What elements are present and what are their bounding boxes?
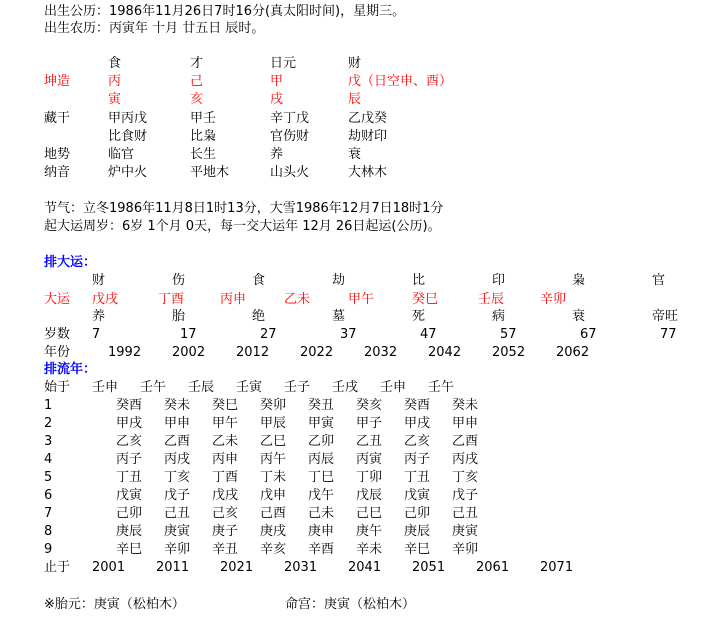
liunian-cell: 丙子: [404, 452, 431, 467]
liunian-start-2: 壬午: [140, 380, 167, 395]
liunian-cell: 庚子: [212, 524, 239, 539]
liunian-cell: 甲申: [164, 416, 191, 431]
dayun-god-3: 食: [252, 273, 266, 288]
liunian-cell: 己未: [308, 506, 335, 521]
minggong: 命宫：庚寅（松柏木）: [285, 597, 416, 612]
liunian-cell: 庚午: [356, 524, 383, 539]
dayun-god-1: 财: [92, 273, 106, 288]
liunian-cell: 丁巳: [308, 470, 335, 485]
liunian-cell: 庚申: [308, 524, 335, 539]
hidden-month: 甲壬: [190, 111, 217, 126]
liunian-cell: 辛卯: [452, 542, 479, 557]
dayun-stage-3: 绝: [252, 309, 266, 324]
liunian-cell: 丙寅: [356, 452, 383, 467]
dayun-age-3: 27: [260, 327, 277, 342]
dayun-pillar-5: 甲午: [348, 292, 375, 307]
hidden-hour: 乙戊癸: [348, 111, 388, 126]
liunian-start-5: 壬子: [284, 380, 311, 395]
liunian-cell: 癸丑: [308, 398, 335, 413]
liunian-cell: 辛巳: [116, 542, 143, 557]
dayun-year-3: 2012: [236, 345, 270, 360]
liunian-cell: 甲子: [356, 416, 383, 431]
liunian-cell: 丙午: [260, 452, 287, 467]
liunian-end-8: 2071: [540, 560, 574, 575]
dayun-pillar-4: 乙未: [284, 292, 311, 307]
dayun-age-7: 67: [580, 327, 597, 342]
qiyun-line: 起大运周岁：6岁 1个月 0天，每一交大运年 12月 26日起运(公历)。: [44, 219, 441, 234]
liunian-cell: 乙卯: [308, 434, 335, 449]
start-label: 始于: [44, 380, 71, 395]
liunian-cell: 癸未: [164, 398, 191, 413]
dayun-god-7: 枭: [572, 273, 586, 288]
nayin-hour: 大林木: [348, 165, 388, 180]
dayun-year-5: 2032: [364, 345, 398, 360]
terrain-label: 地势: [44, 147, 71, 162]
dayun-pillar-6: 癸巳: [412, 292, 439, 307]
dayun-pillar-1: 戊戌: [92, 292, 119, 307]
liunian-cell: 癸卯: [260, 398, 287, 413]
dayun-age-5: 47: [420, 327, 437, 342]
ages-label: 岁数: [44, 327, 71, 342]
liunian-cell: 丙辰: [308, 452, 335, 467]
liunian-cell: 戊子: [452, 488, 479, 503]
liunian-start-7: 壬申: [380, 380, 407, 395]
liunian-cell: 己丑: [452, 506, 479, 521]
dayun-pillar-2: 丁酉: [158, 292, 185, 307]
dayun-stage-1: 养: [92, 309, 106, 324]
liunian-cell: 丙申: [212, 452, 239, 467]
liunian-cell: 丁丑: [116, 470, 143, 485]
liunian-title: 排流年：: [44, 362, 97, 377]
liunian-cell: 戊寅: [116, 488, 143, 503]
liunian-cell: 庚寅: [452, 524, 479, 539]
jieqi-line: 节气：立冬1986年11月8日1时13分，大雪1986年12月7日18时1分: [44, 201, 444, 216]
nayin-day: 山头火: [270, 165, 310, 180]
dayun-pillar-3: 丙申: [220, 292, 247, 307]
years-label: 年份: [44, 345, 71, 360]
liunian-cell: 丙子: [116, 452, 143, 467]
dayun-pillar-8: 辛卯: [540, 292, 567, 307]
liunian-end-6: 2051: [412, 560, 446, 575]
dayun-stage-5: 死: [412, 309, 426, 324]
god-hour: 财: [348, 56, 362, 71]
liunian-cell: 己丑: [164, 506, 191, 521]
liunian-cell: 辛亥: [260, 542, 287, 557]
liunian-cell: 癸亥: [356, 398, 383, 413]
liunian-cell: 乙未: [212, 434, 239, 449]
liunian-cell: 丙戌: [452, 452, 479, 467]
dayun-god-8: 官: [652, 273, 666, 288]
dayun-god-6: 印: [492, 273, 506, 288]
liunian-cell: 乙巳: [260, 434, 287, 449]
taiyuan: ※胎元：庚寅（松柏木）: [44, 597, 185, 612]
branch-day: 戌: [270, 92, 284, 107]
liunian-row-index: 9: [44, 542, 53, 557]
dayun-year-7: 2052: [492, 345, 526, 360]
liunian-row-index: 8: [44, 524, 53, 539]
dayun-stage-7: 衰: [572, 309, 586, 324]
liunian-cell: 庚辰: [404, 524, 431, 539]
liunian-cell: 己卯: [404, 506, 431, 521]
liunian-cell: 辛巳: [404, 542, 431, 557]
stems-label: 坤造: [44, 74, 71, 89]
liunian-end-2: 2011: [156, 560, 190, 575]
liunian-cell: 甲辰: [260, 416, 287, 431]
terrain-month: 长生: [190, 147, 217, 162]
liunian-cell: 癸巳: [212, 398, 239, 413]
end-label: 止于: [44, 560, 71, 575]
dayun-age-2: 17: [180, 327, 197, 342]
dayun-year-6: 2042: [428, 345, 462, 360]
liunian-cell: 辛丑: [212, 542, 239, 557]
dayun-age-1: 7: [92, 327, 101, 342]
liunian-row-index: 3: [44, 434, 53, 449]
liunian-cell: 戊戌: [212, 488, 239, 503]
liunian-cell: 丁亥: [452, 470, 479, 485]
hidden-god-year: 比食财: [108, 129, 148, 144]
god-day: 日元: [270, 56, 297, 71]
hidden-god-month: 比枭: [190, 129, 217, 144]
hidden-day: 辛丁戊: [270, 111, 310, 126]
liunian-cell: 戊寅: [404, 488, 431, 503]
liunian-cell: 癸未: [452, 398, 479, 413]
liunian-end-1: 2001: [92, 560, 126, 575]
liunian-start-6: 壬戌: [332, 380, 359, 395]
liunian-end-5: 2041: [348, 560, 382, 575]
liunian-cell: 辛未: [356, 542, 383, 557]
dayun-year-4: 2022: [300, 345, 334, 360]
dayun-year-1: 1992: [108, 345, 142, 360]
dayun-stage-6: 病: [492, 309, 506, 324]
liunian-row-index: 1: [44, 398, 53, 413]
liunian-cell: 戊午: [308, 488, 335, 503]
liunian-row-index: 6: [44, 488, 53, 503]
liunian-cell: 丁酉: [212, 470, 239, 485]
branch-month: 亥: [190, 92, 204, 107]
liunian-cell: 戊子: [164, 488, 191, 503]
dayun-stage-2: 胎: [172, 309, 186, 324]
hidden-label: 藏干: [44, 111, 71, 126]
liunian-end-3: 2021: [220, 560, 254, 575]
liunian-cell: 癸酉: [404, 398, 431, 413]
liunian-cell: 己酉: [260, 506, 287, 521]
liunian-cell: 辛卯: [164, 542, 191, 557]
liunian-cell: 甲申: [452, 416, 479, 431]
dayun-year-8: 2062: [556, 345, 590, 360]
liunian-cell: 庚戌: [260, 524, 287, 539]
terrain-year: 临官: [108, 147, 135, 162]
dayun-age-4: 37: [340, 327, 357, 342]
terrain-day: 养: [270, 147, 284, 162]
dayun-stage-4: 墓: [332, 309, 346, 324]
dayun-year-2: 2002: [172, 345, 206, 360]
dayun-title: 排大运：: [44, 255, 97, 270]
liunian-cell: 戊辰: [356, 488, 383, 503]
liunian-cell: 庚辰: [116, 524, 143, 539]
dayun-god-4: 劫: [332, 273, 346, 288]
birth-solar-date: 出生公历：1986年11月26日7时16分(真太阳时间)，星期三。: [44, 4, 406, 19]
liunian-row-index: 5: [44, 470, 53, 485]
liunian-row-index: 7: [44, 506, 53, 521]
liunian-cell: 庚寅: [164, 524, 191, 539]
birth-lunar-date: 出生农历：丙寅年 十月 廿五日 辰时。: [44, 21, 265, 36]
liunian-cell: 乙酉: [452, 434, 479, 449]
liunian-cell: 甲戌: [116, 416, 143, 431]
liunian-cell: 乙亥: [116, 434, 143, 449]
god-year: 食: [108, 56, 122, 71]
liunian-cell: 乙亥: [404, 434, 431, 449]
liunian-end-4: 2031: [284, 560, 318, 575]
liunian-cell: 丁丑: [404, 470, 431, 485]
liunian-cell: 丁未: [260, 470, 287, 485]
liunian-row-index: 4: [44, 452, 53, 467]
liunian-cell: 甲寅: [308, 416, 335, 431]
liunian-start-3: 壬辰: [188, 380, 215, 395]
nayin-label: 纳音: [44, 165, 71, 180]
dayun-age-8: 77: [660, 327, 677, 342]
liunian-cell: 乙酉: [164, 434, 191, 449]
liunian-cell: 戊申: [260, 488, 287, 503]
liunian-cell: 己卯: [116, 506, 143, 521]
liunian-start-4: 壬寅: [236, 380, 263, 395]
liunian-start-8: 壬午: [428, 380, 455, 395]
dayun-pillar-7: 壬辰: [478, 292, 505, 307]
dayun-god-5: 比: [412, 273, 426, 288]
stem-year: 丙: [108, 74, 122, 89]
dayun-age-6: 57: [500, 327, 517, 342]
liunian-cell: 癸酉: [116, 398, 143, 413]
liunian-start-1: 壬申: [92, 380, 119, 395]
liunian-row-index: 2: [44, 416, 53, 431]
hidden-god-hour: 劫财印: [348, 129, 388, 144]
dayun-god-2: 伤: [172, 273, 186, 288]
nayin-month: 平地木: [190, 165, 230, 180]
god-month: 才: [190, 56, 204, 71]
liunian-cell: 丙戌: [164, 452, 191, 467]
dayun-label: 大运: [44, 292, 71, 307]
stem-month: 己: [190, 74, 204, 89]
stem-hour: 戊（日空申、酉）: [348, 74, 453, 89]
hidden-god-day: 官伤财: [270, 129, 310, 144]
liunian-cell: 乙丑: [356, 434, 383, 449]
liunian-cell: 丁卯: [356, 470, 383, 485]
liunian-cell: 己亥: [212, 506, 239, 521]
liunian-cell: 甲戌: [404, 416, 431, 431]
liunian-cell: 甲午: [212, 416, 239, 431]
dayun-stage-8: 帝旺: [652, 309, 679, 324]
liunian-cell: 己巳: [356, 506, 383, 521]
branch-year: 寅: [108, 92, 122, 107]
branch-hour: 辰: [348, 92, 362, 107]
liunian-cell: 丁亥: [164, 470, 191, 485]
hidden-year: 甲丙戊: [108, 111, 148, 126]
terrain-hour: 衰: [348, 147, 362, 162]
liunian-cell: 辛酉: [308, 542, 335, 557]
nayin-year: 炉中火: [108, 165, 148, 180]
liunian-end-7: 2061: [476, 560, 510, 575]
stem-day: 甲: [270, 74, 284, 89]
